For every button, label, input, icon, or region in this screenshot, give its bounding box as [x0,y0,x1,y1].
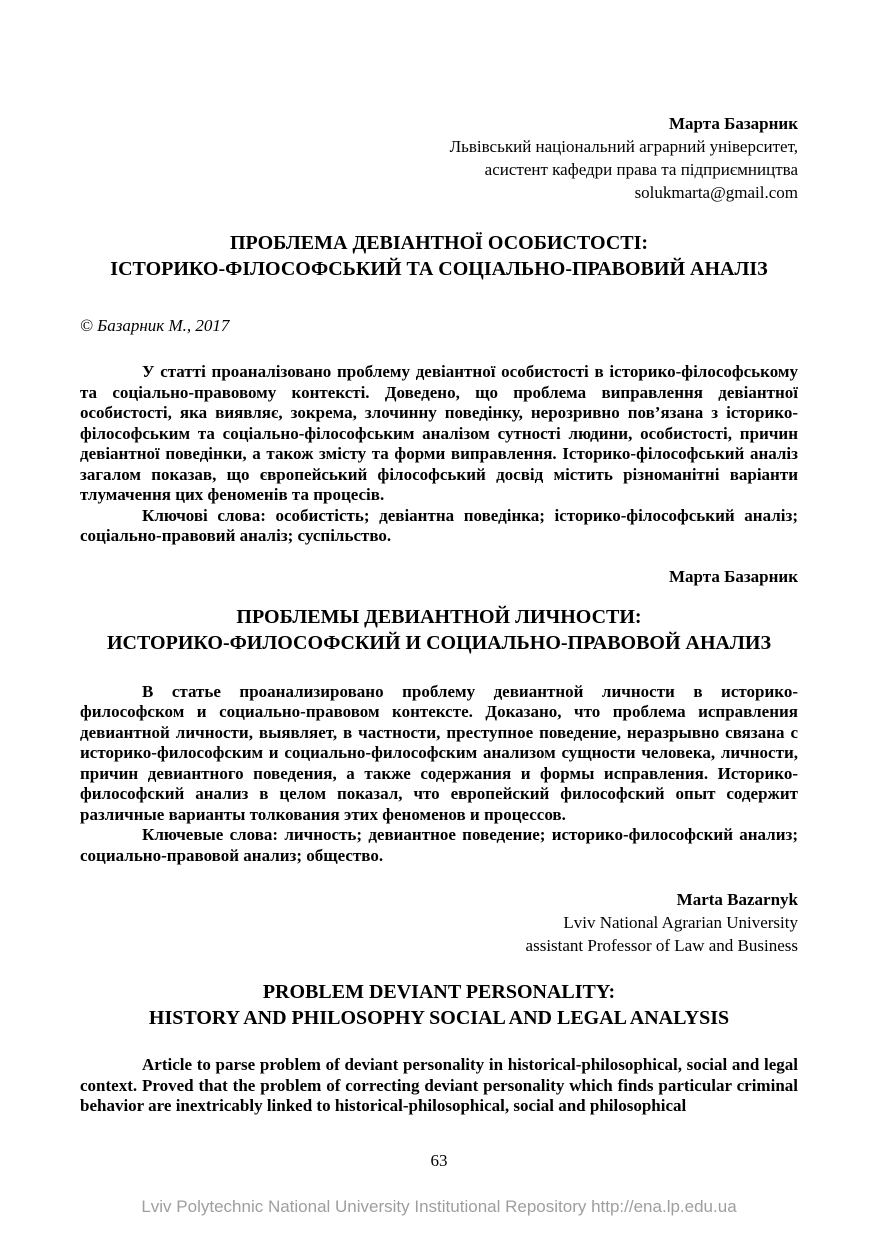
author-name-ru: Марта Базарник [669,566,798,586]
author-email: solukmarta@gmail.com [634,183,798,202]
author-name-uk: Марта Базарник [669,114,798,133]
paper-title-uk-line1: ПРОБЛЕМА ДЕВІАНТНОЇ ОСОБИСТОСТІ: [229,232,649,254]
abstract-en-body: Article to parse problem of deviant personality in historical-philosophical, social and legal context. Proved that the problem of correcting deviant personality which finds particular criminal behavior are inextricably linked to historical-philosophical, social and philosophical [80,1055,798,1115]
copyright-line: © Базарник М., 2017 [80,316,230,335]
paper-title-en-line1: PROBLEM DEVIANT PERSONALITY: [262,981,616,1003]
paper-title-ru [80,604,798,656]
abstract-uk-keywords: Ключові слова: особистість; девіантна поведінка; історико-філософський аналіз; соціально-правовий аналіз; суспільство. [80,505,798,545]
abstract-uk-body: У статті проаналізовано проблему девіантної особистості в історико-філософському та соціально-правовому контексті. Доведено, що проблема виправлення девіантної особистості, яка виявляє, зокрема, злочинну поведінку, нерозривно пов’язана з історико-філософським та соціально-філософським аналізом сутності людини, особистості, причин девіантної поведінки, а також змісту та форми виправлення. Історико-філософський аналіз загалом показав, що європейський філософський досвід містить різноманітні варіанти тлумачення цих феноменів та процесів. [80,362,798,504]
abstract-ru [80,682,798,867]
author-block-en [80,888,798,957]
paper-title-uk-line2: ІСТОРИКО-ФІЛОСОФСЬКИЙ ТА СОЦІАЛЬНО-ПРАВОВИЙ АНАЛІЗ [110,258,768,280]
author-affiliation-en: Lviv National Agrarian University [563,913,798,932]
paper-title-ru-line2: ИСТОРИКО-ФИЛОСОФСКИЙ И СОЦИАЛЬНО-ПРАВОВОЙ АНАЛИЗ [106,631,772,654]
author-position-uk: асистент кафедри права та підприємництва [484,160,798,179]
page-number: 63 [430,1150,448,1170]
paper-title-uk [80,230,798,282]
abstract-ru-keywords: Ключевые слова: личность; девиантное поведение; историко-философский анализ; социально-правовой анализ; общество. [80,825,798,865]
repository-footer: Lviv Polytechnic National University Institutional Repository http://ena.lp.edu.ua [141,1196,737,1216]
paper-title-en [80,979,798,1031]
paper-title-ru-line1: ПРОБЛЕМЫ ДЕВИАНТНОЙ ЛИЧНОСТИ: [236,605,642,628]
abstract-uk [80,362,798,547]
author-block-ru [80,565,798,588]
author-name-en: Marta Bazarnyk [676,890,798,909]
abstract-en [80,1055,798,1117]
abstract-ru-body: В статье проанализировано проблему девиантной личности в историко-философском и социально-правовом контексте. Доказано, что проблема исправления девиантной личности, выявляет, в частности, преступное поведение, неразрывно связана с историко-философским и социально-философским анализом сущности человека, личности, причин девиантного поведения, а также содержания и формы исправления. Историко-философский анализ в целом показал, что европейский философский опыт содержит различные варианты толкования этих феноменов и процессов. [80,681,798,824]
author-block-uk [80,112,798,204]
author-position-en: assistant Professor of Law and Business [525,936,798,955]
author-affiliation-uk: Львівський національний аграрний університет, [449,137,798,156]
paper-title-en-line2: HISTORY AND PHILOSOPHY SOCIAL AND LEGAL ANALYSIS [148,1007,730,1029]
